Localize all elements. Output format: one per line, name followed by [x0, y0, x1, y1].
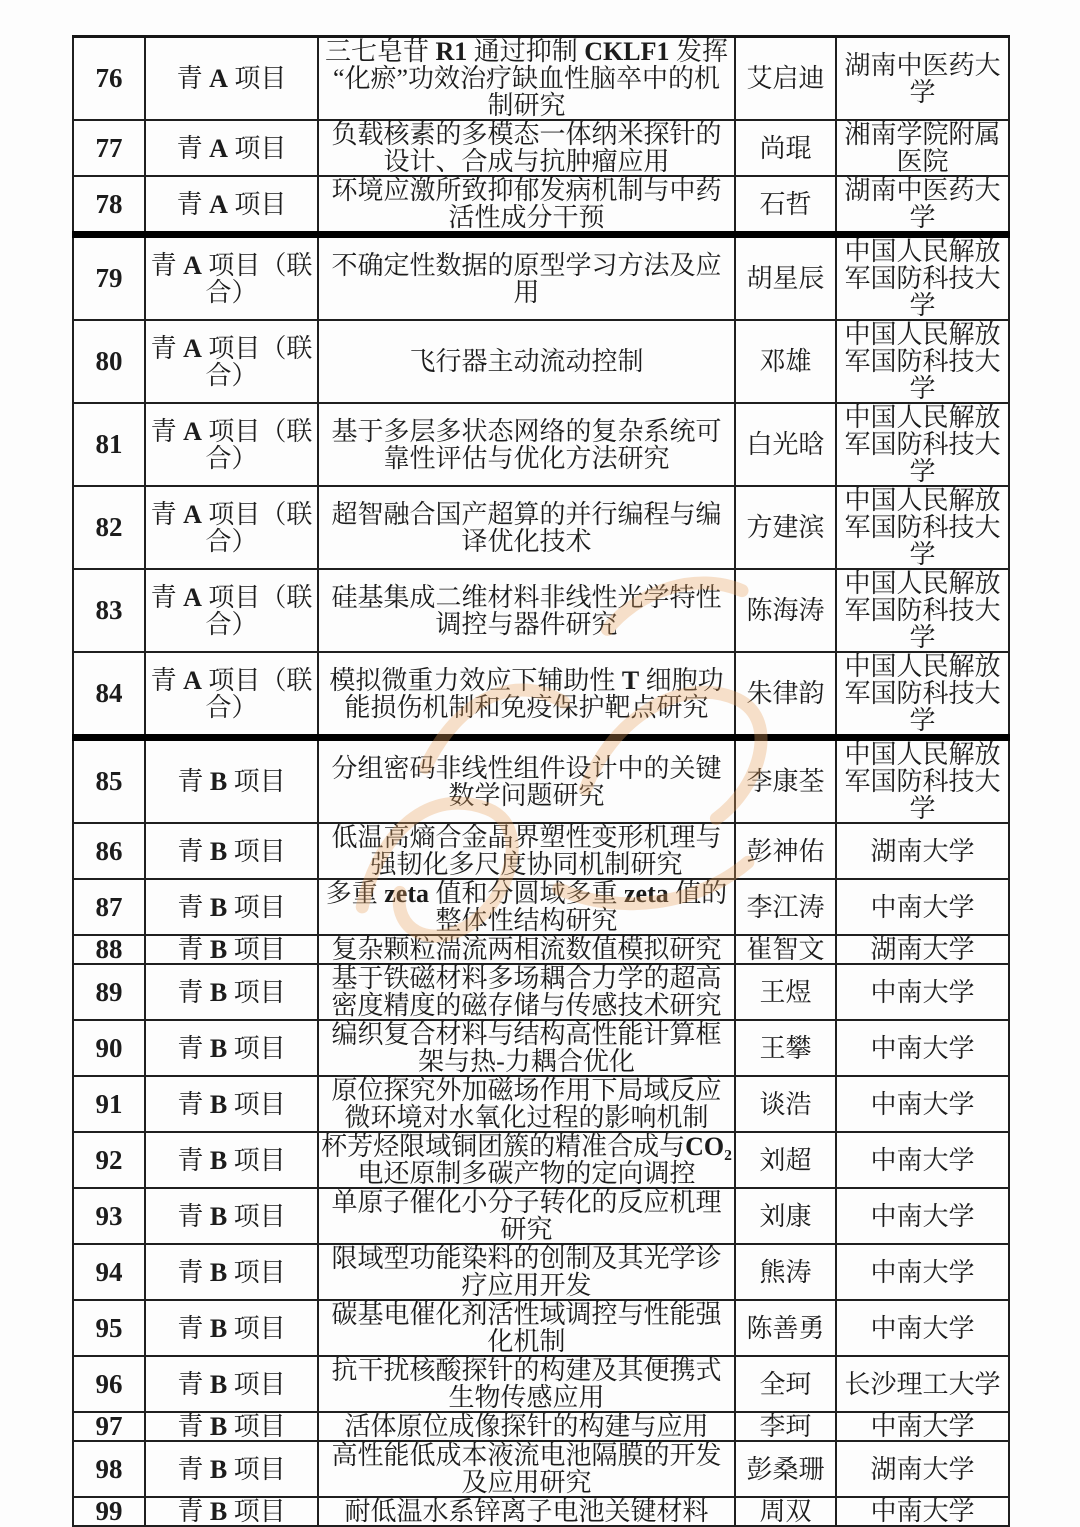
row-number-cell: 84 [73, 652, 145, 738]
row-number-cell: 76 [73, 37, 145, 121]
table-row [73, 1300, 1009, 1356]
project-type-cell: 青 B 项目 [145, 1188, 318, 1244]
project-type-cell: 青 B 项目 [145, 1244, 318, 1300]
project-title-cell: 活体原位成像探针的构建与应用 [318, 1412, 735, 1441]
person-name-cell: 王攀 [735, 1020, 836, 1076]
institution-cell: 中国人民解放军国防科技大学 [836, 403, 1009, 486]
table-row [73, 37, 1009, 121]
project-type-cell: 青 A 项目（联合） [145, 403, 318, 486]
institution-cell: 中南大学 [836, 1244, 1009, 1300]
person-name-cell: 尚琨 [735, 120, 836, 176]
row-number-cell: 90 [73, 1020, 145, 1076]
person-name-cell: 全珂 [735, 1356, 836, 1412]
person-name-cell: 刘超 [735, 1132, 836, 1188]
row-number-cell: 79 [73, 235, 145, 321]
table-row [73, 1441, 1009, 1497]
project-type-cell: 青 B 项目 [145, 1132, 318, 1188]
institution-cell: 长沙理工大学 [836, 1356, 1009, 1412]
project-type-cell: 青 B 项目 [145, 1020, 318, 1076]
institution-cell: 中国人民解放军国防科技大学 [836, 569, 1009, 652]
institution-cell: 中南大学 [836, 1020, 1009, 1076]
project-title-cell: 碳基电催化剂活性域调控与性能强化机制 [318, 1300, 735, 1356]
row-number-cell: 89 [73, 964, 145, 1020]
person-name-cell: 白光晗 [735, 403, 836, 486]
person-name-cell: 艾启迪 [735, 37, 836, 121]
table-row [73, 1412, 1009, 1441]
project-type-cell: 青 B 项目 [145, 935, 318, 964]
project-type-cell: 青 B 项目 [145, 1497, 318, 1526]
person-name-cell: 朱律韵 [735, 652, 836, 738]
row-number-cell: 98 [73, 1441, 145, 1497]
project-type-cell: 青 B 项目 [145, 964, 318, 1020]
project-type-cell: 青 A 项目（联合） [145, 235, 318, 321]
table-row [73, 1076, 1009, 1132]
person-name-cell: 刘康 [735, 1188, 836, 1244]
project-title-cell: 抗干扰核酸探针的构建及其便携式生物传感应用 [318, 1356, 735, 1412]
project-title-cell: 单原子催化小分子转化的反应机理研究 [318, 1188, 735, 1244]
institution-cell: 中南大学 [836, 1188, 1009, 1244]
project-type-cell: 青 B 项目 [145, 823, 318, 879]
project-title-cell: 环境应激所致抑郁发病机制与中药活性成分干预 [318, 176, 735, 235]
project-type-cell: 青 A 项目（联合） [145, 569, 318, 652]
institution-cell: 湖南中医药大学 [836, 176, 1009, 235]
projects-table [72, 35, 1010, 1527]
project-type-cell: 青 A 项目（联合） [145, 320, 318, 403]
person-name-cell: 李珂 [735, 1412, 836, 1441]
project-type-cell: 青 A 项目（联合） [145, 486, 318, 569]
projects-table-body [73, 37, 1009, 1527]
project-title-cell: 负载核素的多模态一体纳米探针的设计、合成与抗肿瘤应用 [318, 120, 735, 176]
project-title-cell: 限域型功能染料的创制及其光学诊疗应用开发 [318, 1244, 735, 1300]
person-name-cell: 陈善勇 [735, 1300, 836, 1356]
institution-cell: 中国人民解放军国防科技大学 [836, 486, 1009, 569]
project-title-cell: 模拟微重力效应下辅助性 T 细胞功能损伤机制和免疫保护靶点研究 [318, 652, 735, 738]
row-number-cell: 83 [73, 569, 145, 652]
institution-cell: 中国人民解放军国防科技大学 [836, 320, 1009, 403]
person-name-cell: 邓雄 [735, 320, 836, 403]
project-type-cell: 青 B 项目 [145, 738, 318, 824]
project-title-cell: 编织复合材料与结构高性能计算框架与热-力耦合优化 [318, 1020, 735, 1076]
project-type-cell: 青 A 项目 [145, 120, 318, 176]
row-number-cell: 96 [73, 1356, 145, 1412]
project-title-cell: 硅基集成二维材料非线性光学特性调控与器件研究 [318, 569, 735, 652]
row-number-cell: 97 [73, 1412, 145, 1441]
project-title-cell: 多重 zeta 值和分圆域多重 zeta 值的整体性结构研究 [318, 879, 735, 935]
project-type-cell: 青 B 项目 [145, 879, 318, 935]
row-number-cell: 78 [73, 176, 145, 235]
person-name-cell: 谈浩 [735, 1076, 836, 1132]
table-row [73, 569, 1009, 652]
person-name-cell: 周双 [735, 1497, 836, 1526]
table-row [73, 176, 1009, 235]
project-type-cell: 青 B 项目 [145, 1412, 318, 1441]
project-title-cell: 耐低温水系锌离子电池关键材料 [318, 1497, 735, 1526]
person-name-cell: 胡星辰 [735, 235, 836, 321]
row-number-cell: 87 [73, 879, 145, 935]
person-name-cell: 石哲 [735, 176, 836, 235]
project-title-cell: 不确定性数据的原型学习方法及应用 [318, 235, 735, 321]
table-row [73, 1497, 1009, 1526]
person-name-cell: 王煜 [735, 964, 836, 1020]
table-row [73, 935, 1009, 964]
table-row [73, 403, 1009, 486]
project-title-cell: 复杂颗粒湍流两相流数值模拟研究 [318, 935, 735, 964]
institution-cell: 湖南中医药大学 [836, 37, 1009, 121]
person-name-cell: 李康荃 [735, 738, 836, 824]
project-type-cell: 青 B 项目 [145, 1441, 318, 1497]
person-name-cell: 崔智文 [735, 935, 836, 964]
row-number-cell: 88 [73, 935, 145, 964]
table-row [73, 486, 1009, 569]
institution-cell: 湖南大学 [836, 823, 1009, 879]
institution-cell: 中国人民解放军国防科技大学 [836, 235, 1009, 321]
institution-cell: 中南大学 [836, 964, 1009, 1020]
row-number-cell: 99 [73, 1497, 145, 1526]
row-number-cell: 80 [73, 320, 145, 403]
row-number-cell: 95 [73, 1300, 145, 1356]
institution-cell: 湘南学院附属医院 [836, 120, 1009, 176]
person-name-cell: 方建滨 [735, 486, 836, 569]
project-type-cell: 青 B 项目 [145, 1300, 318, 1356]
person-name-cell: 陈海涛 [735, 569, 836, 652]
institution-cell: 中南大学 [836, 1300, 1009, 1356]
row-number-cell: 94 [73, 1244, 145, 1300]
institution-cell: 中南大学 [836, 1076, 1009, 1132]
project-type-cell: 青 A 项目 [145, 37, 318, 121]
project-type-cell: 青 A 项目（联合） [145, 652, 318, 738]
person-name-cell: 彭桑珊 [735, 1441, 836, 1497]
row-number-cell: 91 [73, 1076, 145, 1132]
row-number-cell: 82 [73, 486, 145, 569]
table-row [73, 1244, 1009, 1300]
project-title-cell: 原位探究外加磁场作用下局域反应微环境对水氧化过程的影响机制 [318, 1076, 735, 1132]
institution-cell: 中国人民解放军国防科技大学 [836, 652, 1009, 738]
institution-cell: 湖南大学 [836, 1441, 1009, 1497]
institution-cell: 中南大学 [836, 879, 1009, 935]
project-title-cell: 基于多层多状态网络的复杂系统可靠性评估与优化方法研究 [318, 403, 735, 486]
project-type-cell: 青 B 项目 [145, 1356, 318, 1412]
table-row [73, 1132, 1009, 1188]
person-name-cell: 熊涛 [735, 1244, 836, 1300]
institution-cell: 中国人民解放军国防科技大学 [836, 738, 1009, 824]
row-number-cell: 85 [73, 738, 145, 824]
project-title-cell: 高性能低成本液流电池隔膜的开发及应用研究 [318, 1441, 735, 1497]
row-number-cell: 86 [73, 823, 145, 879]
project-title-cell: 分组密码非线性组件设计中的关键数学问题研究 [318, 738, 735, 824]
table-row [73, 1356, 1009, 1412]
person-name-cell: 李江涛 [735, 879, 836, 935]
table-row [73, 320, 1009, 403]
table-row [73, 652, 1009, 738]
project-title-cell: 超智融合国产超算的并行编程与编译优化技术 [318, 486, 735, 569]
row-number-cell: 81 [73, 403, 145, 486]
institution-cell: 中南大学 [836, 1412, 1009, 1441]
project-title-cell: 杯芳烃限域铜团簇的精准合成与CO₂电还原制多碳产物的定向调控 [318, 1132, 735, 1188]
project-type-cell: 青 A 项目 [145, 176, 318, 235]
project-title-cell: 三七皂苷 R1 通过抑制 CKLF1 发挥“化瘀”功效治疗缺血性脑卒中的机制研究 [318, 37, 735, 121]
project-type-cell: 青 B 项目 [145, 1076, 318, 1132]
project-title-cell: 飞行器主动流动控制 [318, 320, 735, 403]
project-title-cell: 低温高熵合金晶界塑性变形机理与强韧化多尺度协同机制研究 [318, 823, 735, 879]
institution-cell: 中南大学 [836, 1132, 1009, 1188]
table-row [73, 235, 1009, 321]
institution-cell: 中南大学 [836, 1497, 1009, 1526]
table-row [73, 964, 1009, 1020]
table-row [73, 879, 1009, 935]
table-row [73, 1188, 1009, 1244]
table-row [73, 823, 1009, 879]
table-row [73, 738, 1009, 824]
institution-cell: 湖南大学 [836, 935, 1009, 964]
project-title-cell: 基于铁磁材料多场耦合力学的超高密度精度的磁存储与传感技术研究 [318, 964, 735, 1020]
person-name-cell: 彭神佑 [735, 823, 836, 879]
row-number-cell: 93 [73, 1188, 145, 1244]
table-row [73, 1020, 1009, 1076]
row-number-cell: 77 [73, 120, 145, 176]
row-number-cell: 92 [73, 1132, 145, 1188]
table-row [73, 120, 1009, 176]
